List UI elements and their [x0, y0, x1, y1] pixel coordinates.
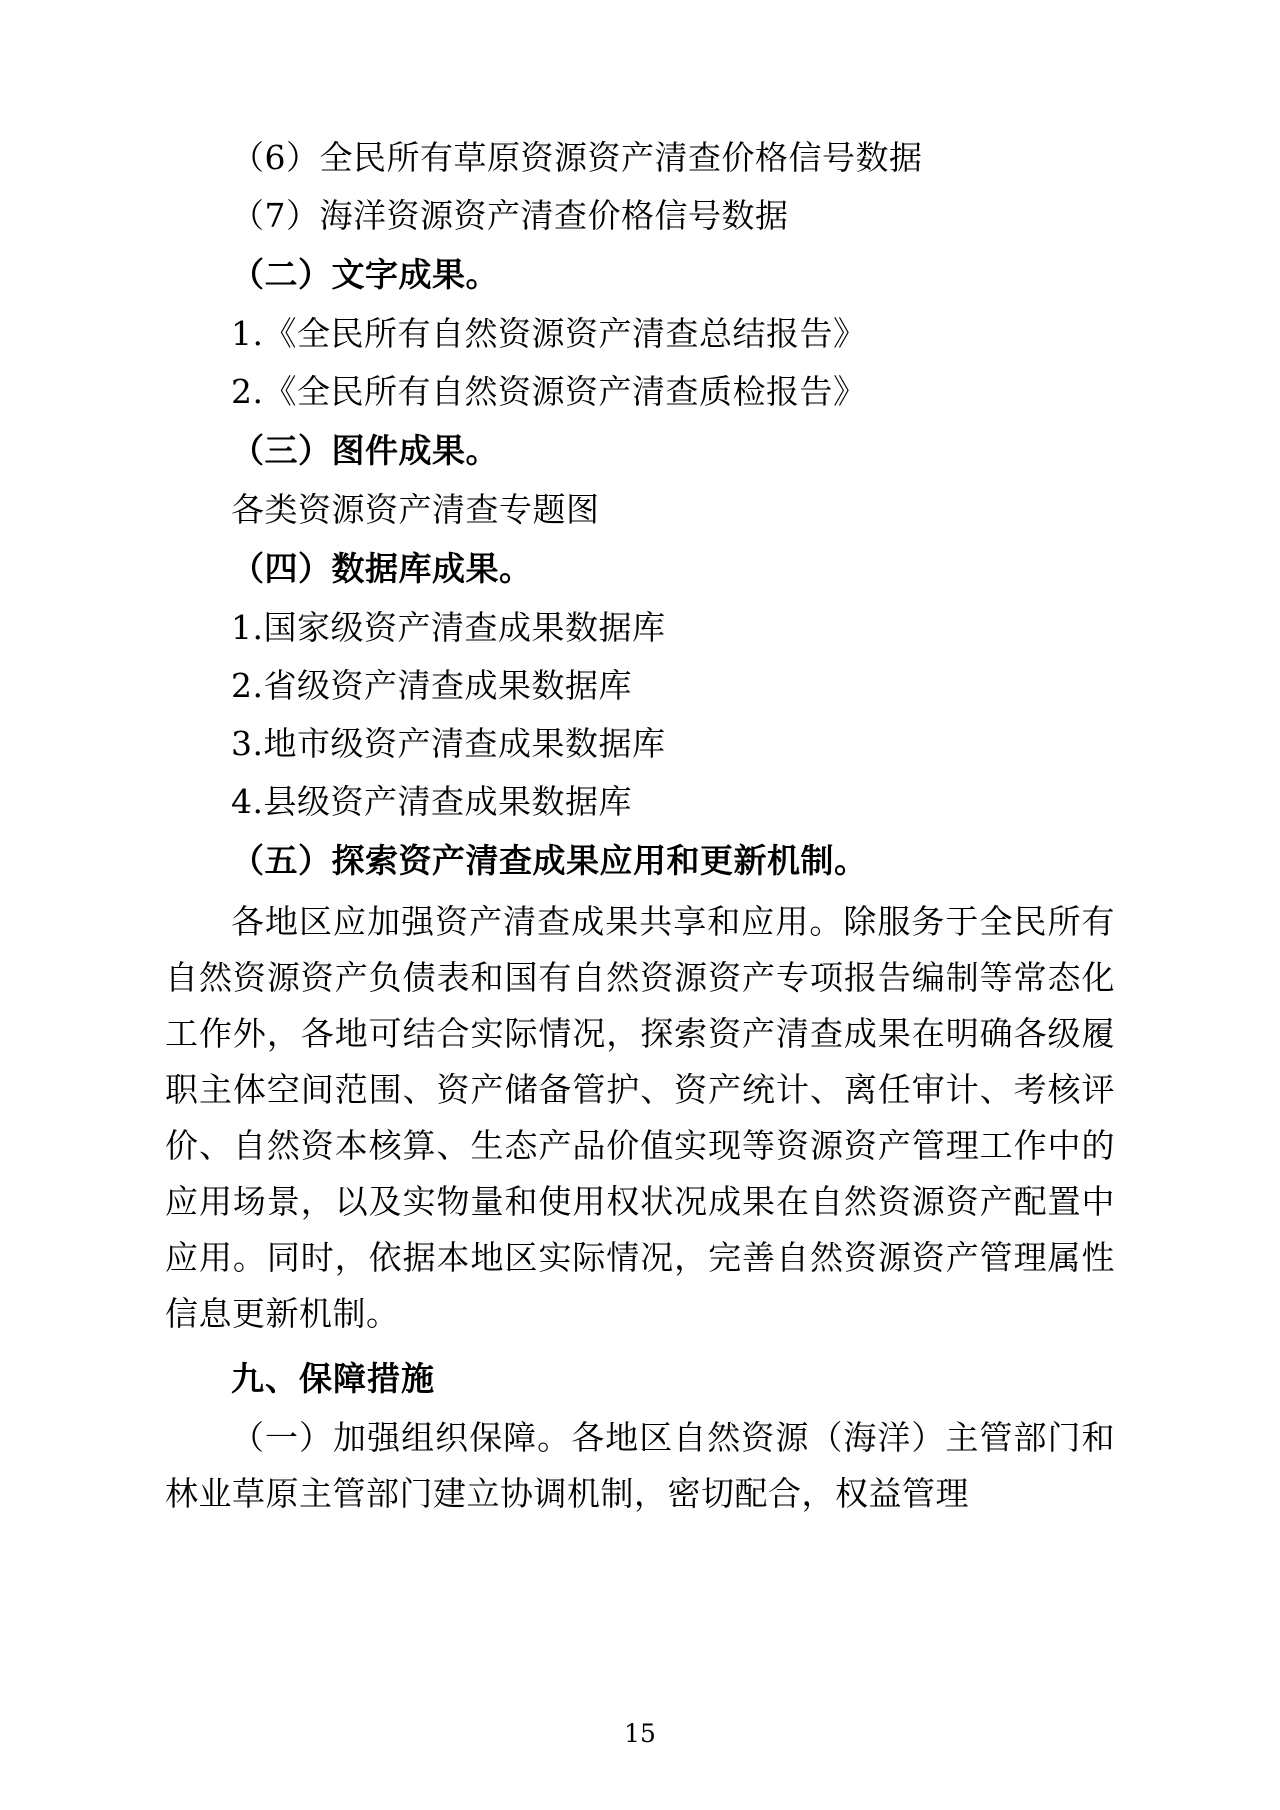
list-item-db-1: 1.国家级资产清查成果数据库	[231, 608, 666, 647]
section-heading-nine: 九、保障措施	[231, 1359, 435, 1398]
document-body	[165, 130, 1115, 1522]
paragraph-organizational-support: （一）加强组织保障。各地区自然资源（海洋）主管部门和林业草原主管部门建立协调机制，密切配合，权益管理	[165, 1418, 1115, 1513]
list-item-report-1: 1.《全民所有自然资源资产清查总结报告》	[231, 314, 867, 353]
section-heading-four: （四）数据库成果。	[231, 549, 533, 588]
paragraph-results-application: 各地区应加强资产清查成果共享和应用。除服务于全民所有自然资源资产负债表和国有自然资源资产专项报告编制等常态化工作外，各地可结合实际情况，探索资产清查成果在明确各级履职主体空间范围、资产储备管护、资产统计、离任审计、考核评价、自然资本核算、生态产品价值实现等资源资产管理工作中的应用场景，以及实物量和使用权状况成果在自然资源资产配置中应用。同时，依据本地区实际情况，完善自然资源资产管理属性信息更新机制。	[165, 902, 1115, 1333]
section-heading-three: （三）图件成果。	[231, 431, 499, 470]
list-item-6: （6）全民所有草原资源资产清查价格信号数据	[231, 138, 923, 177]
list-item-db-4: 4.县级资产清查成果数据库	[231, 782, 632, 821]
section-heading-two: （二）文字成果。	[231, 255, 499, 294]
paragraph-thematic-maps: 各类资源资产清查专题图	[231, 490, 600, 529]
list-item-7: （7）海洋资源资产清查价格信号数据	[231, 196, 789, 235]
section-heading-five: （五）探索资产清查成果应用和更新机制。	[231, 841, 868, 880]
list-item-report-2: 2.《全民所有自然资源资产清查质检报告》	[231, 372, 867, 411]
page-number: 15	[624, 1719, 656, 1748]
list-item-db-2: 2.省级资产清查成果数据库	[231, 666, 632, 705]
list-item-db-3: 3.地市级资产清查成果数据库	[231, 724, 666, 763]
